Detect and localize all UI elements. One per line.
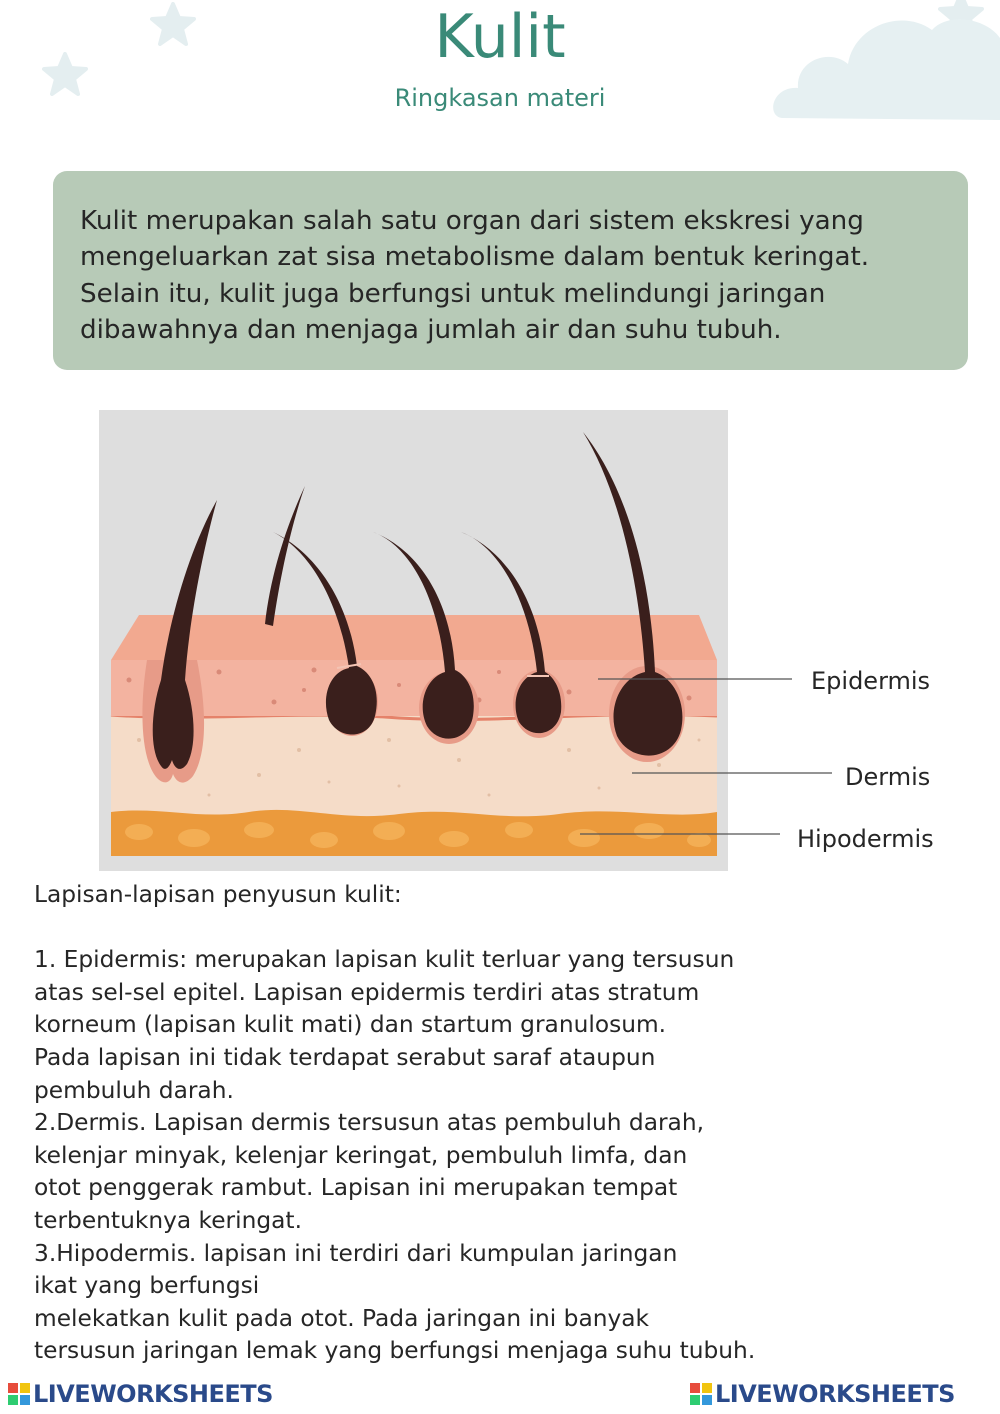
summary-text: Kulit merupakan salah satu organ dari sistem ekskresi yang mengeluarkan zat sisa metabolisme dalam bentuk keringat. Selain itu, kulit juga berfungsi untuk melindungi jaringan dibawahnya dan menjaga jumlah air dan suhu tubuh. — [80, 206, 870, 346]
layers-description: Lapisan-lapisan penyusun kulit: 1. Epidermis: merupakan lapisan kulit terluar yang tersusun atas sel-sel epitel. Lapisan epidermis terdiri atas stratum korneum (lapisan kulit mati) dan startum granulosum. Pada lapisan ini tidak terdapat serabut saraf ataupun pembuluh darah. 2.Dermis. Lapisan dermis tersusun atas pembuluh darah, kelenjar minyak, kelenjar keringat, pembuluh limfa, dan otot penggerak rambut. Lapisan ini merupakan tempat terbentuknya keringat. 3.Hipodermis. lapisan ini terdiri dari kumpulan jaringan ikat yang berfungsi melekatkan kulit pada otot. Pada jaringan ini banyak tersusun jaringan lemak yang berfungsi menjaga suhu tubuh. — [34, 881, 756, 1365]
dermis-label: Dermis — [845, 763, 931, 791]
liveworksheets-wordmark: LIVEWORKSHEETS — [33, 1380, 273, 1408]
epidermis-label: Epidermis — [811, 667, 931, 695]
liveworksheets-logo-right[interactable] — [690, 1380, 955, 1408]
liveworksheets-logo-left[interactable] — [8, 1380, 273, 1408]
page-title: Kulit — [434, 2, 566, 72]
liveworksheets-wordmark: LIVEWORKSHEETS — [715, 1380, 955, 1408]
liveworksheets-icon — [8, 1383, 30, 1405]
liveworksheets-icon — [690, 1383, 712, 1405]
hipodermis-label: Hipodermis — [797, 825, 934, 853]
page-subtitle: Ringkasan materi — [394, 84, 606, 112]
